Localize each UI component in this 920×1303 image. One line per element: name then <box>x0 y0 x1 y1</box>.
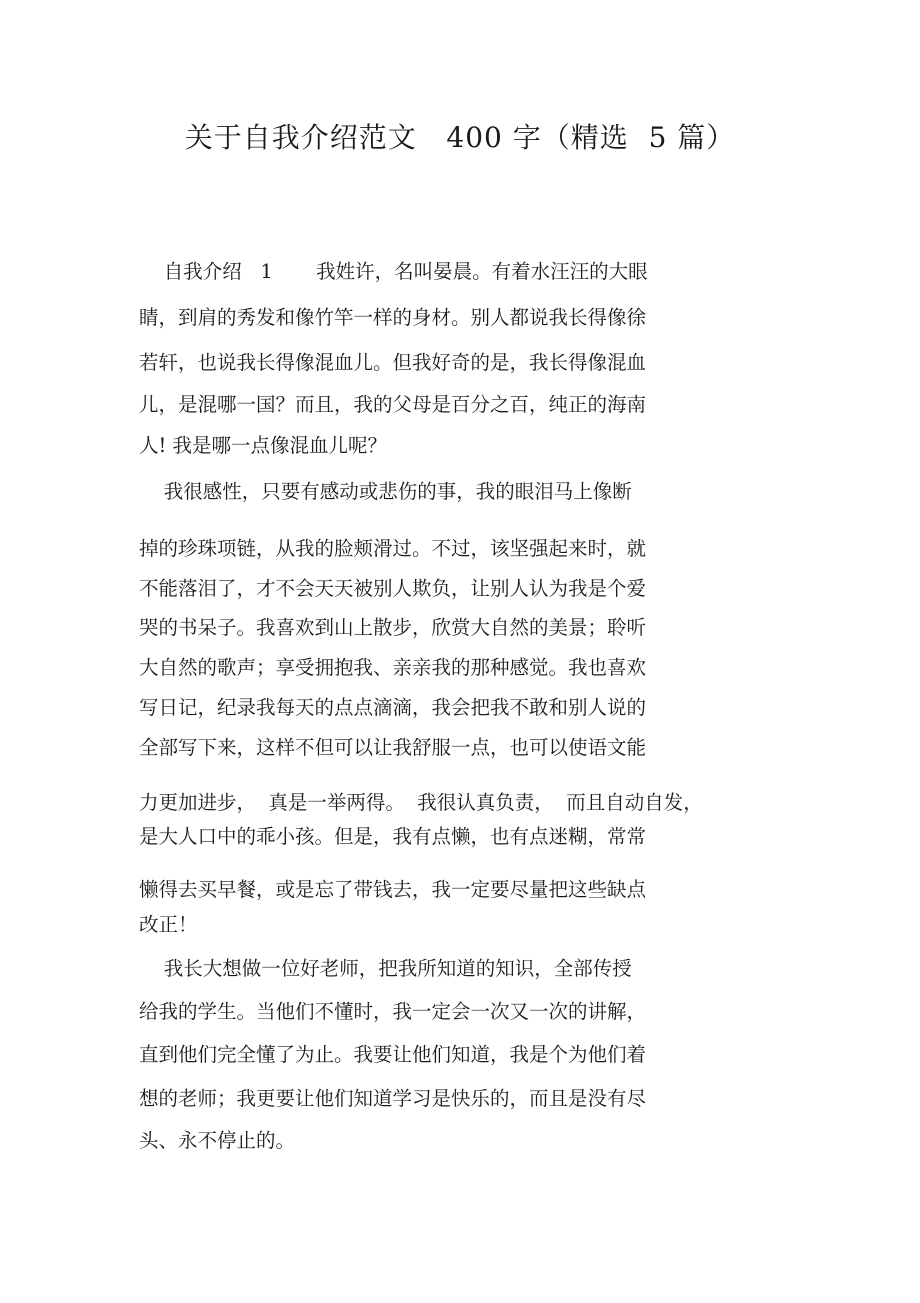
text-line: 全部写下来，这样不但可以让我舒服一点，也可以使语文能 <box>139 736 647 759</box>
text-line: 儿，是混哪一国？而且，我的父母是百分之百，纯正的海南 <box>139 393 647 416</box>
text-line: 力更加进步， 真是一举两得。 我很认真负责， 而且自动自发， <box>139 791 703 814</box>
text-line: 自我介绍 1 我姓许，名叫晏晨。有着水汪汪的大眼 <box>139 260 648 283</box>
text-line: 改正！ <box>139 913 198 936</box>
text-line: 是大人口中的乖小孩。但是，我有点懒，也有点迷糊，常常 <box>139 825 647 848</box>
text-line: 想的老师；我更要让他们知道学习是快乐的，而且是没有尽 <box>139 1087 647 1110</box>
text-line: 人! 我是哪一点像混血儿呢？ <box>139 434 388 457</box>
text-line: 我很感性，只要有感动或悲伤的事，我的眼泪马上像断 <box>139 480 632 503</box>
document-title: 关于自我介绍范文 400 字（精选 5 篇） <box>184 121 736 154</box>
text-line: 掉的珍珠项链，从我的脸颊滑过。不过，该坚强起来时，就 <box>139 537 647 560</box>
text-line: 睛，到肩的秀发和像竹竿一样的身材。别人都说我长得像徐 <box>139 306 647 329</box>
text-line: 给我的学生。当他们不懂时，我一定会一次又一次的讲解， <box>139 1000 647 1023</box>
text-line: 头、永不停止的。 <box>139 1129 296 1152</box>
text-line: 若轩，也说我长得像混血儿。但我好奇的是，我长得像混血 <box>139 351 647 374</box>
text-line: 直到他们完全懂了为止。我要让他们知道，我是个为他们着 <box>139 1043 647 1066</box>
text-line: 不能落泪了，才不会天天被别人欺负，让别人认为我是个爱 <box>139 577 647 600</box>
text-line: 大自然的歌声；享受拥抱我、亲亲我的那种感觉。我也喜欢 <box>139 656 647 679</box>
text-line: 哭的书呆子。我喜欢到山上散步，欣赏大自然的美景；聆听 <box>139 616 647 639</box>
text-line: 懒得去买早餐，或是忘了带钱去，我一定要尽量把这些缺点 <box>139 878 647 901</box>
text-line: 写日记，纪录我每天的点点滴滴，我会把我不敢和别人说的 <box>139 696 647 719</box>
text-line: 我长大想做一位好老师，把我所知道的知识，全部传授 <box>139 957 632 980</box>
